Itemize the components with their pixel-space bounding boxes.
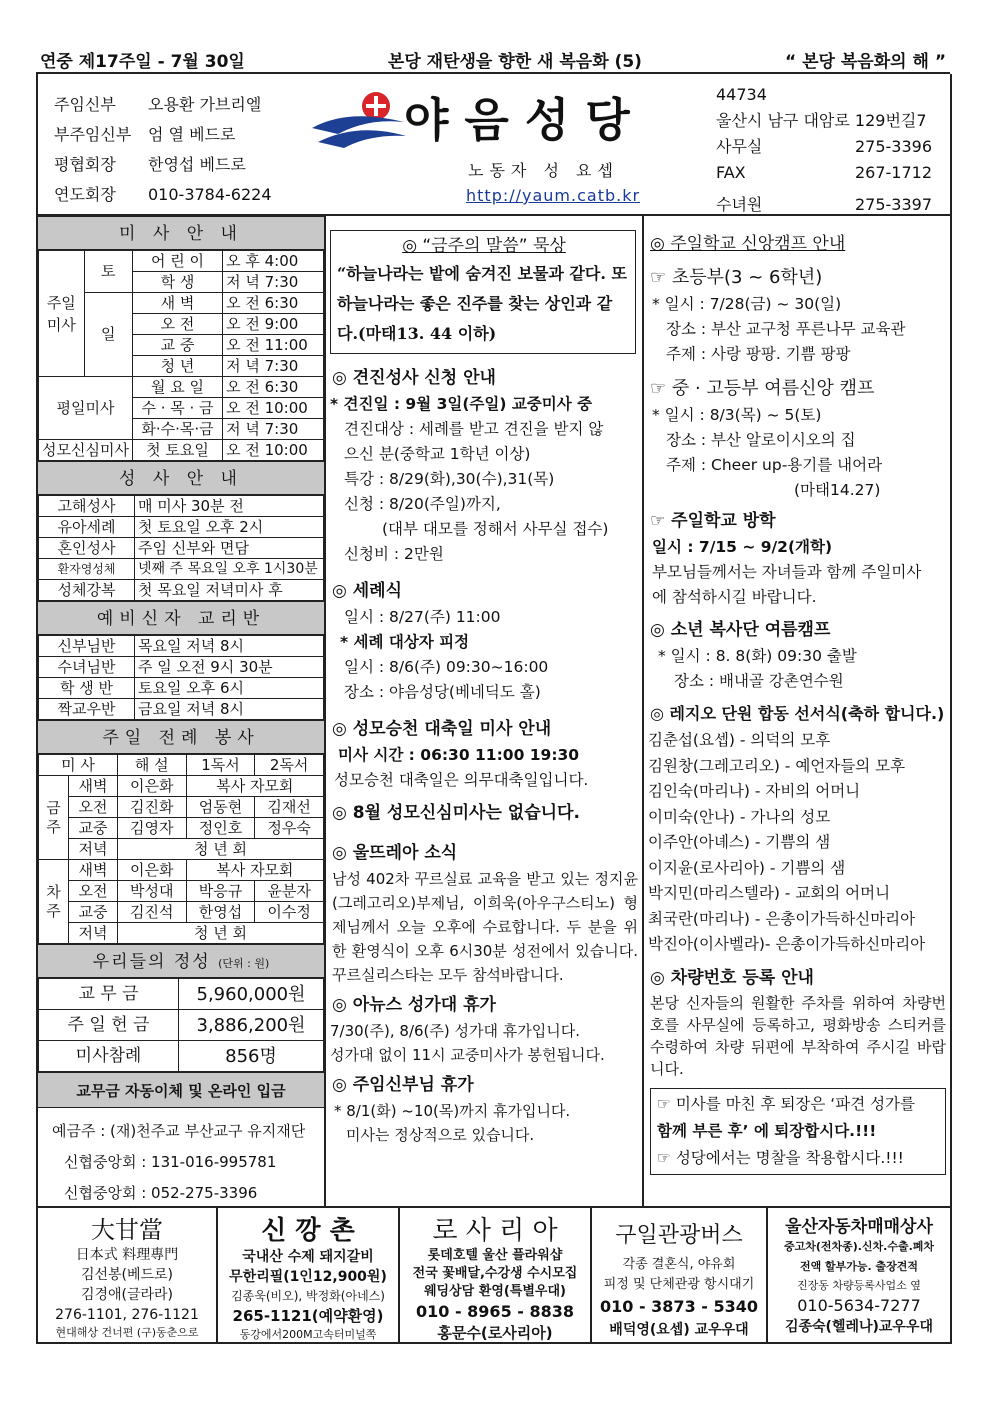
offering-value: 3,886,200원 [179, 1010, 324, 1041]
offering-table [38, 978, 324, 1072]
word-text: “하늘나라는 밭에 숨겨진 보물과 같다. 또 하늘나라는 좋은 진주를 찾는 상인과 같다.(마태13. 44 이하) [337, 264, 627, 343]
commentator: 김진화 [117, 797, 186, 818]
legio-member: 이지윤(로사리아) - 기쁨의 샘 [648, 858, 846, 877]
confirmation-line: 으신 분(중학교 1학년 이상) [344, 445, 531, 463]
mass-slot: 새벽 [69, 776, 118, 797]
mass-time: 오 전 10:00 [223, 440, 324, 461]
legio-member: 김원창(그레고리오) - 예언자들의 모후 [648, 756, 906, 775]
reader: 복사 자모회 [186, 776, 323, 797]
liturgy-header: 미 사 [39, 755, 118, 776]
nun-label: 수녀원 [716, 195, 763, 214]
baptism-line: 장소 : 야음성당(베네딕도 홀) [344, 683, 541, 701]
ad-line: 김종욱(비오), 박정화(아네스) [231, 1289, 385, 1303]
offering-value: 856명 [179, 1041, 324, 1072]
confirmation-line: 신청비 : 2만원 [344, 545, 444, 563]
confirmation-line: 견진대상 : 세례를 받고 견진을 받지 않 [344, 420, 604, 438]
nun-phone: 275-3397 [854, 195, 932, 214]
sacrament-name: 혼인성사 [39, 538, 135, 559]
class-name: 짝교우반 [39, 699, 135, 720]
class-name: 신부님반 [39, 636, 135, 657]
theme-label: 본당 재탄생을 향한 새 복음화 (5) [387, 51, 642, 72]
mass-name: 첫 토요일 [132, 440, 222, 461]
street-address: 울산시 남구 대암로 129번길7 [716, 111, 927, 130]
vacation-line: 부모님들께서는 자녀들과 함께 주일미사 [652, 563, 922, 581]
camp-line: * 일시 : 7/28(금) ~ 30(일) [652, 295, 842, 313]
mass-time: 저 녁 7:30 [223, 272, 324, 293]
baptism-title: ◎ 세례식 [332, 581, 403, 601]
camp-section [644, 230, 952, 503]
confirmation-title: ◎ 견진성사 신청 안내 [332, 368, 496, 388]
confirmation-line: (대부 대모를 정해서 사무실 접수) [382, 520, 609, 538]
youth-group: 청 년 회 [117, 839, 323, 860]
mass-time: 오 전 6:30 [223, 377, 324, 398]
mass-slot: 저녁 [69, 923, 118, 944]
sacrament-time: 첫 목요일 저녁미사 후 [135, 580, 324, 601]
ad-line: 전국 꽃배달,수강생 수시모집 [412, 1266, 578, 1281]
mass-table [38, 250, 324, 461]
class-time: 주 일 오전 9시 30분 [135, 657, 324, 678]
mass-time: 오 후 4:00 [223, 251, 324, 272]
youth-group: 청 년 회 [117, 923, 323, 944]
assumption-title: ◎ 성모승천 대축일 미사 안내 [332, 719, 552, 739]
notice-line: 함께 부른 후’ 에 퇴장합시다.!!! [657, 1121, 877, 1140]
ads-bar [36, 1208, 952, 1344]
reader: 정인호 [186, 818, 255, 839]
saturday-label: 토 [84, 251, 132, 293]
reader: 복사 자모회 [186, 860, 323, 881]
staff-name: 오용환 가브리엘 [148, 95, 262, 114]
ad-line: 동강에서200M고속터미널쪽 [239, 1328, 377, 1341]
legio-section [644, 700, 952, 958]
mass-time: 오 전 10:00 [223, 398, 324, 419]
ultreya-section [326, 839, 642, 987]
class-name: 수녀님반 [39, 657, 135, 678]
offering-label: 미사참례 [39, 1041, 179, 1072]
ad-line: 배덕영(요셉) 교우우대 [609, 1322, 749, 1338]
ad-line: 홍문수(로사리아) [437, 1324, 553, 1342]
mass-time: 저 녁 7:30 [223, 356, 324, 377]
ad-name: 신 깡 촌 [261, 1216, 355, 1246]
liturgy-header: 2독서 [255, 755, 324, 776]
commentator: 박성대 [117, 881, 186, 902]
ad-line: 010-5634-7277 [797, 1296, 921, 1315]
middle-column [326, 216, 644, 1206]
mass-name: 수 · 목 · 금 [132, 398, 222, 419]
week-label: 연중 제17주일 - 7월 30일 [40, 51, 245, 72]
ad-line: 010 - 8965 - 8838 [415, 1302, 575, 1321]
mass-name: 오 전 [132, 314, 222, 335]
staff-role: 평협회장 [54, 155, 116, 174]
liturgy-table [38, 754, 324, 944]
car-text: 본당 신자들의 원활한 주차를 위하여 차량번호를 사무실에 등록하고, 평화방송 스티커를 수령하여 차량 뒤편에 부착하여 주시길 바랍니다. [650, 993, 946, 1078]
assumption-section [326, 715, 642, 793]
staff-name: 한영섭 베드로 [148, 155, 246, 174]
mass-name: 새 벽 [132, 293, 222, 314]
contact-info [716, 82, 946, 218]
reader: 이수정 [255, 902, 324, 923]
transfer-info [38, 1108, 324, 1209]
camp-line: 장소 : 부산 알로이시오의 집 [666, 431, 856, 449]
word-box [330, 230, 636, 354]
commentator: 이은화 [117, 776, 186, 797]
ad-line: 265-1121(예약환영) [232, 1307, 384, 1325]
altarboy-line: * 일시 : 8. 8(화) 09:30 출발 [658, 647, 857, 665]
mass-slot: 교중 [69, 902, 118, 923]
legio-member: 이미숙(안나) - 가나의 성모 [648, 807, 831, 826]
ad-line: 김선봉(베드로) [80, 1267, 174, 1283]
next-week-label: 차주 [39, 860, 69, 944]
vacation-line: 일시 : 7/15 ~ 9/2(개학) [652, 538, 833, 556]
pastor-leave-line: * 8/1(화) ~10(목)까지 휴가입니다. [334, 1102, 571, 1120]
camp-line: (마태14.27) [794, 481, 881, 499]
confirmation-date: * 견진일 : 9월 3일(주일) 교중미사 중 [330, 395, 593, 413]
sacrament-name: 유아세례 [39, 517, 135, 538]
ad-line: 진장동 차량등록사업소 옆 [797, 1279, 921, 1292]
camp-line: 주제 : 사랑 팡팡. 기쁨 팡팡 [666, 345, 851, 363]
class-time: 금요일 저녁 8시 [135, 699, 324, 720]
assumption-times: 미사 시간 : 06:30 11:00 19:30 [338, 746, 580, 764]
weekday-mass-label: 평일미사 [39, 377, 133, 440]
vacation-title: ☞ 주일학교 방학 [650, 511, 776, 531]
liturgy-header: 1독서 [186, 755, 255, 776]
devotion-label: 성모신심미사 [39, 440, 133, 461]
ad-name: 大甘當 [91, 1216, 163, 1244]
account-number: 신협중앙회 : 131-016-995781 [64, 1153, 277, 1171]
ad-line: 국내산 수제 돼지갈비 [242, 1249, 374, 1265]
sacrament-section-title: 성 사 안 내 [38, 461, 324, 495]
parish-title: 야음성당 [404, 93, 646, 147]
ad-guil-bus [592, 1208, 768, 1342]
account-phone: 신협중앙회 : 052-275-3396 [64, 1184, 258, 1202]
sacrament-time: 첫 토요일 오후 2시 [135, 517, 324, 538]
choir-line: 7/30(주), 8/6(주) 성가대 휴가입니다. [330, 1022, 580, 1040]
staff-role: 연도회장 [54, 185, 116, 204]
ad-line: 010 - 3873 - 5340 [599, 1297, 759, 1316]
mass-section-title: 미 사 안 내 [38, 216, 324, 250]
confirmation-section [326, 364, 642, 567]
ad-line: 김종숙(헬레나)교우우대 [784, 1319, 934, 1335]
motto-label: “ 본당 복음화의 해 ” [785, 51, 946, 72]
offering-label: 교 무 금 [39, 979, 179, 1010]
legio-member: 박지민(마리스텔라) - 교회의 어머니 [648, 884, 891, 902]
mass-name: 교 중 [132, 335, 222, 356]
staff-role: 부주임신부 [54, 125, 132, 144]
header [36, 74, 952, 216]
altarboy-line: 장소 : 배내골 강촌연수원 [674, 672, 844, 690]
ad-name: 구일관광버스 [615, 1223, 743, 1248]
notice-line: ☞ 미사를 마친 후 퇴장은 ‘파견 성가를 [657, 1094, 916, 1113]
secondary-title: ☞ 중 · 고등부 여름신앙 캠프 [650, 378, 875, 399]
ad-line: 전액 할부가능. 출장견적 [799, 1260, 919, 1273]
sacrament-table [38, 495, 324, 601]
confirmation-line: 신청 : 8/20(주일)까지, [344, 495, 501, 513]
legio-member: 이주안(아녜스) - 기쁨의 샘 [648, 833, 831, 851]
notice-line: ☞ 성당에서는 명찰을 착용합시다.!!! [657, 1148, 904, 1167]
liturgy-header: 해 설 [117, 755, 186, 776]
ad-line: 日本式 料理專門 [75, 1247, 179, 1263]
staff-name: 010-3784-6224 [148, 185, 272, 204]
camp-title: ◎ 주일학교 신앙캠프 안내 [650, 234, 846, 254]
sunday-mass-label: 주일미사 [39, 251, 85, 377]
parish-url-link[interactable]: http://yaum.catb.kr [466, 186, 641, 205]
office-label: 사무실 [716, 137, 763, 156]
reader: 정우숙 [255, 818, 324, 839]
sacrament-time: 주임 신부와 면담 [135, 538, 324, 559]
mass-name: 학 생 [132, 272, 222, 293]
offering-title: 우리들의 정성 [92, 952, 211, 972]
sacrament-time: 매 미사 30분 전 [135, 496, 324, 517]
ad-line: 각종 결혼식, 야유회 [622, 1257, 736, 1272]
fax-label: FAX [716, 163, 746, 182]
liturgy-section-title: 주일 전례 봉사 [38, 720, 324, 754]
zip-code: 44734 [716, 85, 767, 104]
altarboy-title: ◎ 소년 복사단 여름캠프 [650, 620, 831, 640]
ad-ulsan-car [768, 1208, 950, 1342]
notice-box [650, 1088, 946, 1175]
elementary-title: ☞ 초등부(3 ~ 6학년) [650, 267, 823, 288]
office-phone: 275-3396 [854, 137, 932, 156]
reader: 윤분자 [255, 881, 324, 902]
mass-slot: 오전 [69, 881, 118, 902]
commentator: 이은화 [117, 860, 186, 881]
staff-name: 엄 열 베드로 [148, 125, 236, 144]
ad-line: 롯데호텔 울산 플라워샵 [427, 1248, 563, 1263]
pastor-leave-title: ◎ 주임신부님 휴가 [332, 1075, 474, 1095]
ad-line: 중고차(전차종).신차.수출.폐차 [783, 1240, 935, 1253]
top-bar [36, 46, 950, 74]
ad-line: 276-1101, 276-1121 [55, 1307, 199, 1323]
ad-line: 웨딩상담 환영(특별우대) [424, 1284, 566, 1299]
main-content [36, 216, 952, 1208]
ad-sinkkangchon [218, 1208, 400, 1342]
offering-value: 5,960,000원 [179, 979, 324, 1010]
mass-time: 오 전 6:30 [223, 293, 324, 314]
class-time: 목요일 저녁 8시 [135, 636, 324, 657]
vacation-section [644, 507, 952, 610]
baptism-line: 일시 : 8/27(주) 11:00 [344, 608, 501, 626]
baptism-line: * 세례 대상자 피정 [340, 633, 470, 651]
word-title: ◎ “금주의 말씀” 묵상 [402, 236, 566, 256]
commentator: 김진석 [117, 902, 186, 923]
mass-time: 저 녁 7:30 [223, 419, 324, 440]
sacrament-time: 넷째 주 목요일 오후 1시30분 [135, 559, 324, 580]
mass-name: 어 린 이 [132, 251, 222, 272]
baptism-line: 일시 : 8/6(주) 09:30~16:00 [344, 658, 549, 676]
legio-title: ◎ 레지오 단원 합동 선서식(축하 합니다.) [650, 704, 945, 723]
catechism-table [38, 635, 324, 720]
ad-name: 로 사 리 아 [432, 1216, 558, 1246]
mass-name: 화·수·목·금 [132, 419, 222, 440]
car-section [644, 964, 952, 1080]
sacrament-name: 고해성사 [39, 496, 135, 517]
mass-slot: 저녁 [69, 839, 118, 860]
mass-slot: 새벽 [69, 860, 118, 881]
camp-line: * 일시 : 8/3(목) ~ 5(토) [652, 406, 822, 424]
ad-line: 피정 및 단체관광 항시대기 [603, 1277, 755, 1292]
sunday-label: 일 [84, 293, 132, 377]
ad-rosaria [400, 1208, 592, 1342]
mass-slot: 오전 [69, 797, 118, 818]
choir-line: 성가대 없이 11시 교중미사가 봉헌됩니다. [330, 1046, 605, 1064]
camp-line: 주제 : Cheer up-용기를 내어라 [666, 456, 883, 474]
camp-line: 장소 : 부산 교구청 푸른나무 교육관 [666, 320, 906, 338]
reader: 엄동현 [186, 797, 255, 818]
vacation-line: 에 참석하시길 바랍니다. [652, 588, 817, 606]
patron-saint: 노동자 성 요셉 [468, 161, 619, 180]
assumption-note: 성모승천 대축일은 의무대축일입니다. [334, 771, 589, 789]
car-title: ◎ 차량번호 등록 안내 [650, 967, 814, 988]
ad-name: 울산자동차매매상사 [785, 1217, 933, 1237]
staff-list [54, 90, 272, 210]
right-column [644, 216, 952, 1206]
ad-line: 현대해상 건너편 (구)동춘으로 [55, 1326, 199, 1339]
class-name: 학 생 반 [39, 678, 135, 699]
fax-number: 267-1712 [854, 163, 932, 182]
parish-logo [308, 84, 678, 204]
altarboy-section [644, 616, 952, 694]
mass-time: 오 전 11:00 [223, 335, 324, 356]
legio-member: 김춘섭(요셉) - 의덕의 모후 [648, 731, 831, 749]
mass-name: 월 요 일 [132, 377, 222, 398]
ad-line: 김경애(글라라) [80, 1287, 174, 1303]
offering-label: 주 일 헌 금 [39, 1010, 179, 1041]
ad-line: 무한리필(1인12,900원) [229, 1269, 387, 1285]
mass-name: 청 년 [132, 356, 222, 377]
pastor-leave-line: 미사는 정상적으로 있습니다. [346, 1126, 535, 1144]
class-time: 토요일 오후 6시 [135, 678, 324, 699]
mass-slot: 교중 [69, 818, 118, 839]
catechism-section-title: 예비신자 교리반 [38, 601, 324, 635]
choir-section [326, 991, 642, 1067]
transfer-title: 교무금 자동이체 및 온라인 입금 [38, 1072, 324, 1108]
parish-emblem-icon [308, 88, 408, 158]
legio-member: 박진아(이사벨라)- 은총이가득하신마리아 [648, 935, 926, 953]
staff-role: 주임신부 [54, 95, 116, 114]
this-week-label: 금주 [39, 776, 69, 860]
legio-member: 최국란(마리나) - 은총이가득하신마리아 [648, 909, 916, 928]
reader: 박응규 [186, 881, 255, 902]
pastor-leave-section [326, 1071, 642, 1147]
account-holder: 예금주 : (재)천주교 부산교구 유지재단 [52, 1122, 306, 1140]
mass-time: 오 전 9:00 [223, 314, 324, 335]
legio-member: 김인숙(마리나) - 자비의 어머니 [648, 782, 861, 800]
ad-daegamdang [38, 1208, 218, 1342]
sacrament-name: 환자영성체 [39, 559, 135, 580]
sacrament-name: 성체강복 [39, 580, 135, 601]
baptism-section [326, 577, 642, 705]
offering-section-title [38, 944, 324, 978]
commentator: 김영자 [117, 818, 186, 839]
ultreya-title: ◎ 울뜨레아 소식 [332, 843, 458, 863]
choir-title: ◎ 아뉴스 성가대 휴가 [332, 995, 496, 1015]
ultreya-text: 남성 402차 꾸르실료 교육을 받고 있는 정지윤(그레고리오)부제님, 이희욱(아우구스티노) 형제님께서 오늘 오후에 수료합니다. 두 분을 위한 환영식이 오후 6시30분 성전에서 있습니다. 꾸르실리스타는 모두 참석바랍니다. [332, 870, 638, 984]
offering-unit: (단위 : 원) [218, 957, 270, 970]
reader: 김재선 [255, 797, 324, 818]
left-column [38, 216, 326, 1206]
reader: 한영섭 [186, 902, 255, 923]
confirmation-line: 특강 : 8/29(화),30(수),31(목) [344, 470, 555, 488]
no-devotion-notice: ◎ 8월 성모신심미사는 없습니다. [332, 803, 580, 823]
